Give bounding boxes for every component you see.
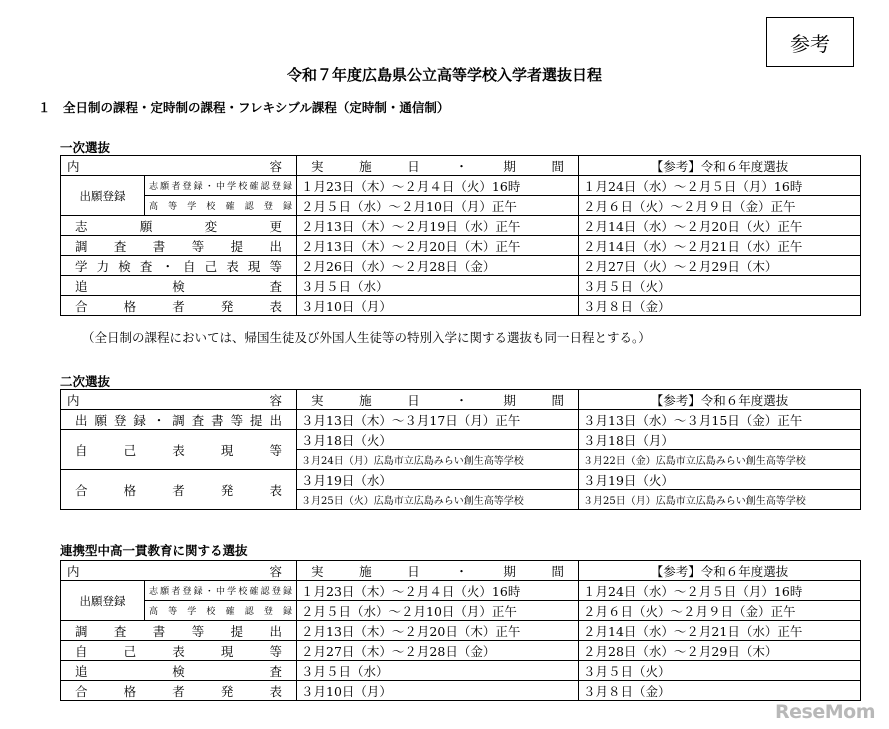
watermark-logo: ReseMom — [775, 701, 875, 723]
row-period-secondary: ３月24日（月）広島市立広島みらい創生高等学校 — [297, 450, 579, 470]
row-period: ２月27日（木）～２月28日（金） — [297, 641, 579, 661]
table-row — [61, 276, 861, 296]
row-label: 高等学校確認登録 — [145, 601, 297, 621]
table-row — [61, 296, 861, 316]
row-reference-secondary: ３月22日（金）広島市立広島みらい創生高等学校 — [579, 450, 861, 470]
row-reference: ２月14日（水）～２月21日（水）正午 — [579, 236, 861, 256]
row-label: 高等学校確認登録 — [145, 196, 297, 216]
row-period: ２月13日（木）～２月20日（木）正午 — [297, 621, 579, 641]
table-row — [61, 681, 861, 701]
section3-table — [60, 560, 861, 701]
table-row — [61, 621, 861, 641]
row-period: ３月５日（水） — [297, 661, 579, 681]
row-label: 学力検査・自己表現等 — [61, 256, 297, 276]
table-row — [61, 581, 861, 601]
row-period: ２月13日（木）～２月20日（木）正午 — [297, 236, 579, 256]
header-period: 実 施 日 ・ 期 間 — [297, 156, 579, 176]
row-period: ３月５日（水） — [297, 276, 579, 296]
row-label: 出願登録・調査書等提出 — [61, 410, 297, 430]
header-period: 実 施 日 ・ 期 間 — [297, 390, 579, 410]
table-row — [61, 216, 861, 236]
row-label: 志願者登録・中学校確認登録 — [145, 176, 297, 196]
sub-heading: １ 全日制の課程・定時制の課程・フレキシブル課程（定時制・通信制） — [38, 100, 450, 115]
row-label: 自己表現等 — [61, 430, 297, 470]
table-row — [61, 196, 861, 216]
table-row — [61, 410, 861, 430]
reference-label-box: 参考 — [766, 17, 854, 67]
table-row — [61, 661, 861, 681]
table-row — [61, 236, 861, 256]
table-row — [61, 470, 861, 490]
row-period: １月23日（木）～２月４日（火）16時 — [297, 581, 579, 601]
row-period: １月23日（木）～２月４日（火）16時 — [297, 176, 579, 196]
row-label: 調査書等提出 — [61, 236, 297, 256]
row-reference: ３月18日（月） — [579, 430, 861, 450]
header-content: 内 容 — [61, 561, 297, 581]
row-reference: ３月５日（火） — [579, 661, 861, 681]
row-reference: ２月６日（火）～２月９日（金）正午 — [579, 601, 861, 621]
document-title: 令和７年度広島県公立高等学校入学者選抜日程 — [286, 66, 602, 84]
row-label: 自己表現等 — [61, 641, 297, 661]
section3-title: 連携型中高一貫教育に関する選抜 — [60, 543, 248, 558]
section2-table — [60, 389, 861, 510]
application-group-label: 出願登録 — [61, 176, 145, 216]
row-label: 追検査 — [61, 661, 297, 681]
row-period: ３月10日（月） — [297, 681, 579, 701]
application-group-label: 出願登録 — [61, 581, 145, 621]
table-row — [61, 176, 861, 196]
header-reference: 【参考】令和６年度選抜 — [579, 156, 861, 176]
row-period: ３月13日（木）～３月17日（月）正午 — [297, 410, 579, 430]
row-label: 志願変更 — [61, 216, 297, 236]
table-header-row — [61, 390, 861, 410]
row-period: ２月５日（水）～２月10日（月）正午 — [297, 601, 579, 621]
table-row — [61, 256, 861, 276]
row-label: 合格者発表 — [61, 470, 297, 510]
header-content: 内 容 — [61, 156, 297, 176]
row-reference: ２月14日（水）～２月21日（水）正午 — [579, 621, 861, 641]
row-reference: ３月８日（金） — [579, 681, 861, 701]
row-label: 調査書等提出 — [61, 621, 297, 641]
table-row — [61, 641, 861, 661]
header-reference: 【参考】令和６年度選抜 — [579, 390, 861, 410]
table-row — [61, 430, 861, 450]
table-header-row — [61, 561, 861, 581]
row-label: 追検査 — [61, 276, 297, 296]
row-reference: １月24日（水）～２月５日（月）16時 — [579, 176, 861, 196]
row-reference: ２月27日（火）～２月29日（木） — [579, 256, 861, 276]
header-period: 実 施 日 ・ 期 間 — [297, 561, 579, 581]
section1-table — [60, 155, 861, 316]
row-reference: ３月８日（金） — [579, 296, 861, 316]
section1-title: 一次選抜 — [60, 140, 111, 155]
row-period: ２月13日（木）～２月19日（水）正午 — [297, 216, 579, 236]
row-period: ２月26日（水）～２月28日（金） — [297, 256, 579, 276]
row-label: 合格者発表 — [61, 681, 297, 701]
row-reference: ２月14日（水）～２月20日（火）正午 — [579, 216, 861, 236]
section1-note: （全日制の課程においては、帰国生徒及び外国人生徒等の特別入学に関する選抜も同一日程とする。） — [82, 330, 651, 345]
row-reference: ３月13日（水）～３月15日（金）正午 — [579, 410, 861, 430]
row-reference-secondary: ３月25日（月）広島市立広島みらい創生高等学校 — [579, 490, 861, 510]
row-period-secondary: ３月25日（火）広島市立広島みらい創生高等学校 — [297, 490, 579, 510]
row-reference: １月24日（水）～２月５日（月）16時 — [579, 581, 861, 601]
row-reference: ３月19日（火） — [579, 470, 861, 490]
table-header-row — [61, 156, 861, 176]
row-period: ３月19日（水） — [297, 470, 579, 490]
table-row — [61, 601, 861, 621]
row-period: ３月10日（月） — [297, 296, 579, 316]
row-period: ３月18日（火） — [297, 430, 579, 450]
row-reference: ２月28日（水）～２月29日（木） — [579, 641, 861, 661]
row-period: ２月５日（水）～２月10日（月）正午 — [297, 196, 579, 216]
row-reference: ２月６日（火）～２月９日（金）正午 — [579, 196, 861, 216]
header-reference: 【参考】令和６年度選抜 — [579, 561, 861, 581]
row-reference: ３月５日（火） — [579, 276, 861, 296]
section2-title: 二次選抜 — [60, 374, 111, 389]
row-label: 志願者登録・中学校確認登録 — [145, 581, 297, 601]
header-content: 内 容 — [61, 390, 297, 410]
row-label: 合格者発表 — [61, 296, 297, 316]
